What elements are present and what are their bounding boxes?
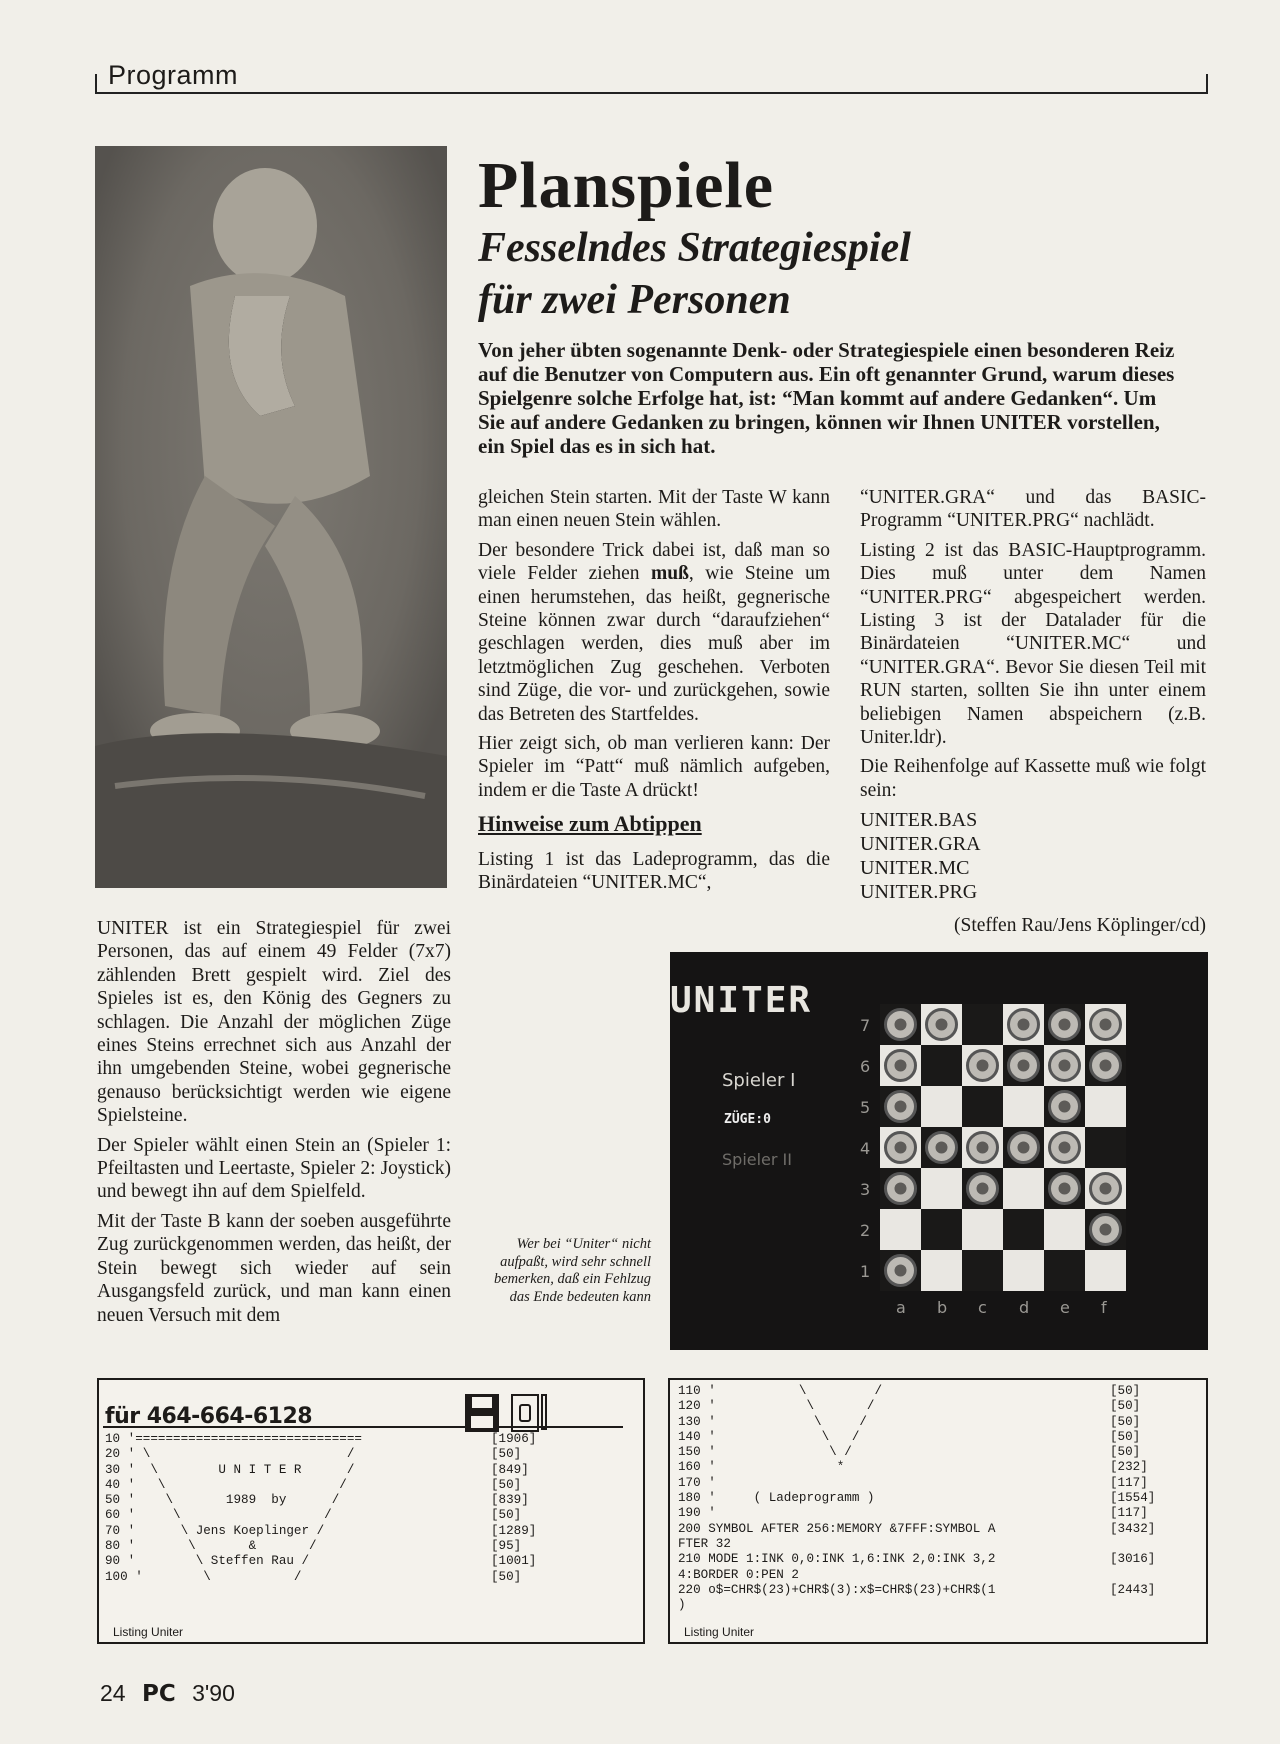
checksum: [1554] — [1110, 1491, 1156, 1506]
body-paragraph: Listing 1 ist das Ladeprogramm, das die Binärdateien “UNITER.MC“, — [478, 848, 830, 894]
game-piece-center — [977, 1183, 989, 1195]
code-line: 120 ' \ / — [678, 1399, 875, 1414]
checksum: [839] — [491, 1493, 529, 1508]
checksum: [2443] — [1110, 1582, 1156, 1597]
board-square — [1003, 1086, 1044, 1127]
board-square — [1003, 1209, 1044, 1250]
disk-icon — [465, 1394, 499, 1432]
body-paragraph: Die Reihenfolge auf Kassette muß wie folgt sein: — [860, 756, 1206, 801]
code-line: FTER 32 — [678, 1536, 731, 1551]
body-paragraph: UNITER ist ein Strategiespiel für zwei Personen, das auf einem 49 Felder (7x7) zählenden Brett gespielt wird. Ziel des Spieles ist es, den König des Gegners zu schlagen. Die Anzahl der möglichen Züge eines Steins errechnet sich aus Anzahl der ihn umgebenden Steine, wobei gegnerische genauso berücksichtigt werden wie eigene Spielsteine. — [97, 918, 451, 1127]
game-piece-center — [936, 1019, 948, 1031]
listing-caption: Listing Uniter — [684, 1625, 755, 1639]
body-paragraph: Mit der Taste B kann der soeben ausgeführte Zug zurückgenommen werden, das heißt, der Stein bewegt sich wieder auf sein Ausgangsfeld zurück, und man kann einen neuen Versuch mit dem — [97, 1210, 451, 1326]
file-label: a — [896, 1298, 906, 1317]
checksum: [117] — [1110, 1506, 1148, 1521]
game-piece-center — [1059, 1183, 1071, 1195]
checksum: [50] — [1110, 1384, 1141, 1398]
checksum: [1906] — [491, 1432, 537, 1446]
board-square — [1085, 1127, 1126, 1168]
subtitle-line-2: für zwei Personen — [478, 277, 791, 323]
board-square — [962, 1250, 1003, 1291]
file-name: UNITER.MC — [860, 857, 970, 880]
game-piece-center — [1059, 1142, 1071, 1154]
rank-label: 3 — [860, 1180, 871, 1199]
article-title: Planspiele — [478, 149, 775, 222]
page-footer — [100, 1680, 235, 1707]
board-square — [880, 1209, 921, 1250]
code-line: 30 ' \ U N I T E R / — [105, 1462, 355, 1477]
code-line: 4:BORDER 0:PEN 2 — [678, 1567, 799, 1582]
body-column-middle — [478, 486, 830, 901]
article-lead: Von jeher übten sogenannte Denk- oder Strategiespiele einen besonderen Reiz auf die Benutzer von Computern aus. Ein oft genannter Grund, warum dieses Spielgenre solche Erfolge hat, ist: “Man kommt auf andere Gedanken“. Um Sie auf andere Gedanken zu bringen, können wir Ihnen UNITER vorstellen, ein Spiel das es in sich hat. — [478, 338, 1175, 458]
code-line: 80 ' \ & / — [105, 1539, 317, 1554]
game-piece-center — [895, 1060, 907, 1072]
rank-label: 5 — [860, 1098, 871, 1117]
subtitle-line-1: Fesselndes Strategiespiel — [478, 225, 911, 271]
file-label: e — [1060, 1298, 1070, 1317]
checksum: [1001] — [491, 1554, 537, 1569]
game-board — [670, 952, 1208, 1350]
move-counter: ZÜGE:0 — [724, 1112, 771, 1127]
game-piece-center — [1018, 1142, 1030, 1154]
issue-number: 3'90 — [192, 1680, 235, 1706]
board-square — [962, 1004, 1003, 1045]
listing-code — [105, 1432, 362, 1585]
game-piece-center — [1059, 1101, 1071, 1113]
board-square — [1003, 1250, 1044, 1291]
code-line: 70 ' \ Jens Koeplinger / — [105, 1523, 325, 1538]
file-label: b — [937, 1298, 948, 1317]
game-piece-center — [1100, 1224, 1112, 1236]
listing-box-left — [97, 1378, 645, 1644]
board-square — [1003, 1168, 1044, 1209]
divider — [541, 1394, 547, 1430]
text-run: , wie Steine um einen herumstehen, das heißt, gegnerische Steine können zwar durch “daraufziehen“ geschlagen werden, dies muß aber im letztmöglichen Zug geschehen. Verboten sind Züge, die vor- und zurückgehen, sowie das Betreten des Startfeldes. — [478, 563, 830, 725]
file-name: UNITER.BAS — [860, 809, 978, 832]
body-paragraph: Der Spieler wählt einen Stein an (Spieler 1: Pfeiltasten und Leertaste, Spieler 2: Joystick) und bewegt ihn auf dem Spielfeld. — [97, 1134, 451, 1203]
board-square — [962, 1086, 1003, 1127]
rank-label: 1 — [860, 1262, 871, 1281]
code-line: 220 o$=CHR$(23)+CHR$(3):x$=CHR$(23)+CHR$(1 — [678, 1582, 996, 1597]
file-name: UNITER.GRA — [860, 833, 981, 856]
board-square — [1085, 1086, 1126, 1127]
image-caption: Wer bei “Uniter“ nicht aufpaßt, wird sehr schnell bemerken, daß ein Fehlzug das Ende bedeuten kann — [493, 1236, 651, 1305]
body-paragraph: gleichen Stein starten. Mit der Taste W kann man einen neuen Stein wählen. — [478, 487, 830, 532]
game-piece-center — [977, 1142, 989, 1154]
game-piece-center — [1100, 1019, 1112, 1031]
code-line: 10 '============================== — [105, 1432, 362, 1446]
checksum: [50] — [1110, 1414, 1141, 1429]
game-piece-center — [895, 1183, 907, 1195]
code-line: 100 ' \ / — [105, 1569, 302, 1584]
game-piece-center — [895, 1265, 907, 1277]
section-header-rule — [95, 74, 1208, 94]
code-line: 150 ' \ / — [678, 1445, 852, 1460]
checksum: [50] — [491, 1508, 522, 1523]
game-logo: UNITER — [670, 980, 813, 1021]
body-column-right — [860, 486, 1206, 944]
checksum: [50] — [1110, 1399, 1141, 1414]
file-label: d — [1019, 1298, 1030, 1317]
author-credit: (Steffen Rau/Jens Köplinger/cd) — [954, 915, 1206, 937]
file-name: UNITER.PRG — [860, 881, 978, 904]
code-line: 190 ' — [678, 1506, 716, 1521]
checksum: [3432] — [1110, 1521, 1156, 1536]
magazine-logo: PC — [141, 1681, 176, 1707]
player-one-label: Spieler I — [722, 1070, 796, 1091]
checksum — [1110, 1537, 1155, 1552]
file-label: c — [978, 1298, 987, 1317]
board-square — [921, 1168, 962, 1209]
section-heading: Hinweise zum Abtippen — [478, 811, 702, 837]
rank-label: 4 — [860, 1139, 871, 1158]
code-line: 20 ' \ / — [105, 1447, 355, 1462]
code-line: 180 ' ( Ladeprogramm ) — [678, 1491, 875, 1506]
checksum: [50] — [491, 1569, 522, 1584]
game-piece-center — [895, 1101, 907, 1113]
game-screenshot — [670, 952, 1208, 1350]
article-subtitle — [478, 222, 1198, 326]
code-line: 110 ' \ / — [678, 1384, 883, 1398]
game-piece-center — [1018, 1019, 1030, 1031]
board-square — [1085, 1250, 1126, 1291]
checksum: [50] — [1110, 1429, 1141, 1444]
board-square — [921, 1086, 962, 1127]
listing-code — [678, 1384, 995, 1613]
code-line: 160 ' * — [678, 1460, 845, 1475]
player-two-label: Spieler II — [722, 1150, 792, 1169]
code-line: 40 ' \ / — [105, 1477, 347, 1492]
game-piece-center — [1059, 1019, 1071, 1031]
emphasis: muß — [650, 563, 689, 585]
rank-label: 7 — [860, 1016, 871, 1035]
game-piece-center — [1100, 1183, 1112, 1195]
thinker-sculpture-photo — [95, 146, 447, 888]
checksum — [1110, 1568, 1155, 1583]
code-line: 130 ' \ / — [678, 1414, 867, 1429]
checksum: [849] — [491, 1462, 529, 1477]
code-line: 50 ' \ 1989 by / — [105, 1493, 340, 1508]
checksum: [50] — [491, 1447, 522, 1462]
game-piece-center — [977, 1060, 989, 1072]
text-run: Der besondere Trick dabei ist, daß man so viele Felder ziehen — [478, 539, 830, 585]
code-line: 200 SYMBOL AFTER 256:MEMORY &7FFF:SYMBOL A — [678, 1521, 996, 1536]
board-square — [921, 1250, 962, 1291]
game-piece-center — [895, 1142, 907, 1154]
cassette-icon — [511, 1394, 539, 1432]
listing-checksums — [491, 1432, 536, 1585]
board-square — [1044, 1209, 1085, 1250]
game-piece-center — [936, 1142, 948, 1154]
checksum: [50] — [491, 1477, 522, 1492]
code-line: 170 ' — [678, 1475, 716, 1490]
listing-box-right — [668, 1378, 1208, 1644]
section-header: Programm — [104, 60, 242, 91]
checksum: [232] — [1110, 1460, 1148, 1475]
checksum: [3016] — [1110, 1552, 1156, 1567]
machine-label: für 464-664-6128 — [105, 1404, 313, 1429]
board-square — [962, 1209, 1003, 1250]
checksum: [50] — [1110, 1445, 1141, 1460]
board-square — [1044, 1250, 1085, 1291]
code-line: 210 MODE 1:INK 0,0:INK 1,6:INK 2,0:INK 3,2 — [678, 1552, 996, 1567]
rank-label: 6 — [860, 1057, 871, 1076]
body-paragraph: “UNITER.GRA“ und das BASIC-Programm “UNITER.PRG“ nachlädt. — [860, 487, 1206, 532]
checksum: [1289] — [491, 1523, 537, 1538]
code-line: ) — [678, 1598, 686, 1613]
checksum: [117] — [1110, 1475, 1148, 1490]
file-label: f — [1101, 1298, 1107, 1317]
body-column-left — [97, 917, 451, 1333]
body-paragraph: Hier zeigt sich, ob man verlieren kann: Der Spieler im “Patt“ muß nämlich aufgeben, indem er die Taste A drückt! — [478, 733, 830, 801]
body-paragraph: Listing 2 ist das BASIC-Hauptprogramm. Dies muß unter dem Namen “UNITER.PRG“ abgespeichert werden. Listing 3 ist der Datalader für die Binärdateien “UNITER.MC“ und “UNITER.GRA“. Bevor Sie diesen Teil mit RUN starten, sollten Sie ihn unter einem beliebigen Namen abspeichern (z.B. Uniter.ldr). — [860, 539, 1206, 749]
game-piece-center — [1059, 1060, 1071, 1072]
game-piece-center — [1100, 1060, 1112, 1072]
checksum — [1110, 1598, 1155, 1613]
code-line: 140 ' \ / — [678, 1429, 860, 1444]
board-square — [921, 1045, 962, 1086]
board-square — [921, 1209, 962, 1250]
code-line: 60 ' \ / — [105, 1508, 332, 1523]
body-paragraph — [478, 539, 830, 726]
checksum: [95] — [491, 1539, 522, 1554]
game-piece-center — [895, 1019, 907, 1031]
code-line: 90 ' \ Steffen Rau / — [105, 1554, 310, 1569]
listing-checksums — [1110, 1384, 1155, 1613]
game-piece-center — [1018, 1060, 1030, 1072]
rank-label: 2 — [860, 1221, 871, 1240]
page-number: 24 — [100, 1680, 126, 1706]
listing-caption: Listing Uniter — [113, 1625, 184, 1639]
